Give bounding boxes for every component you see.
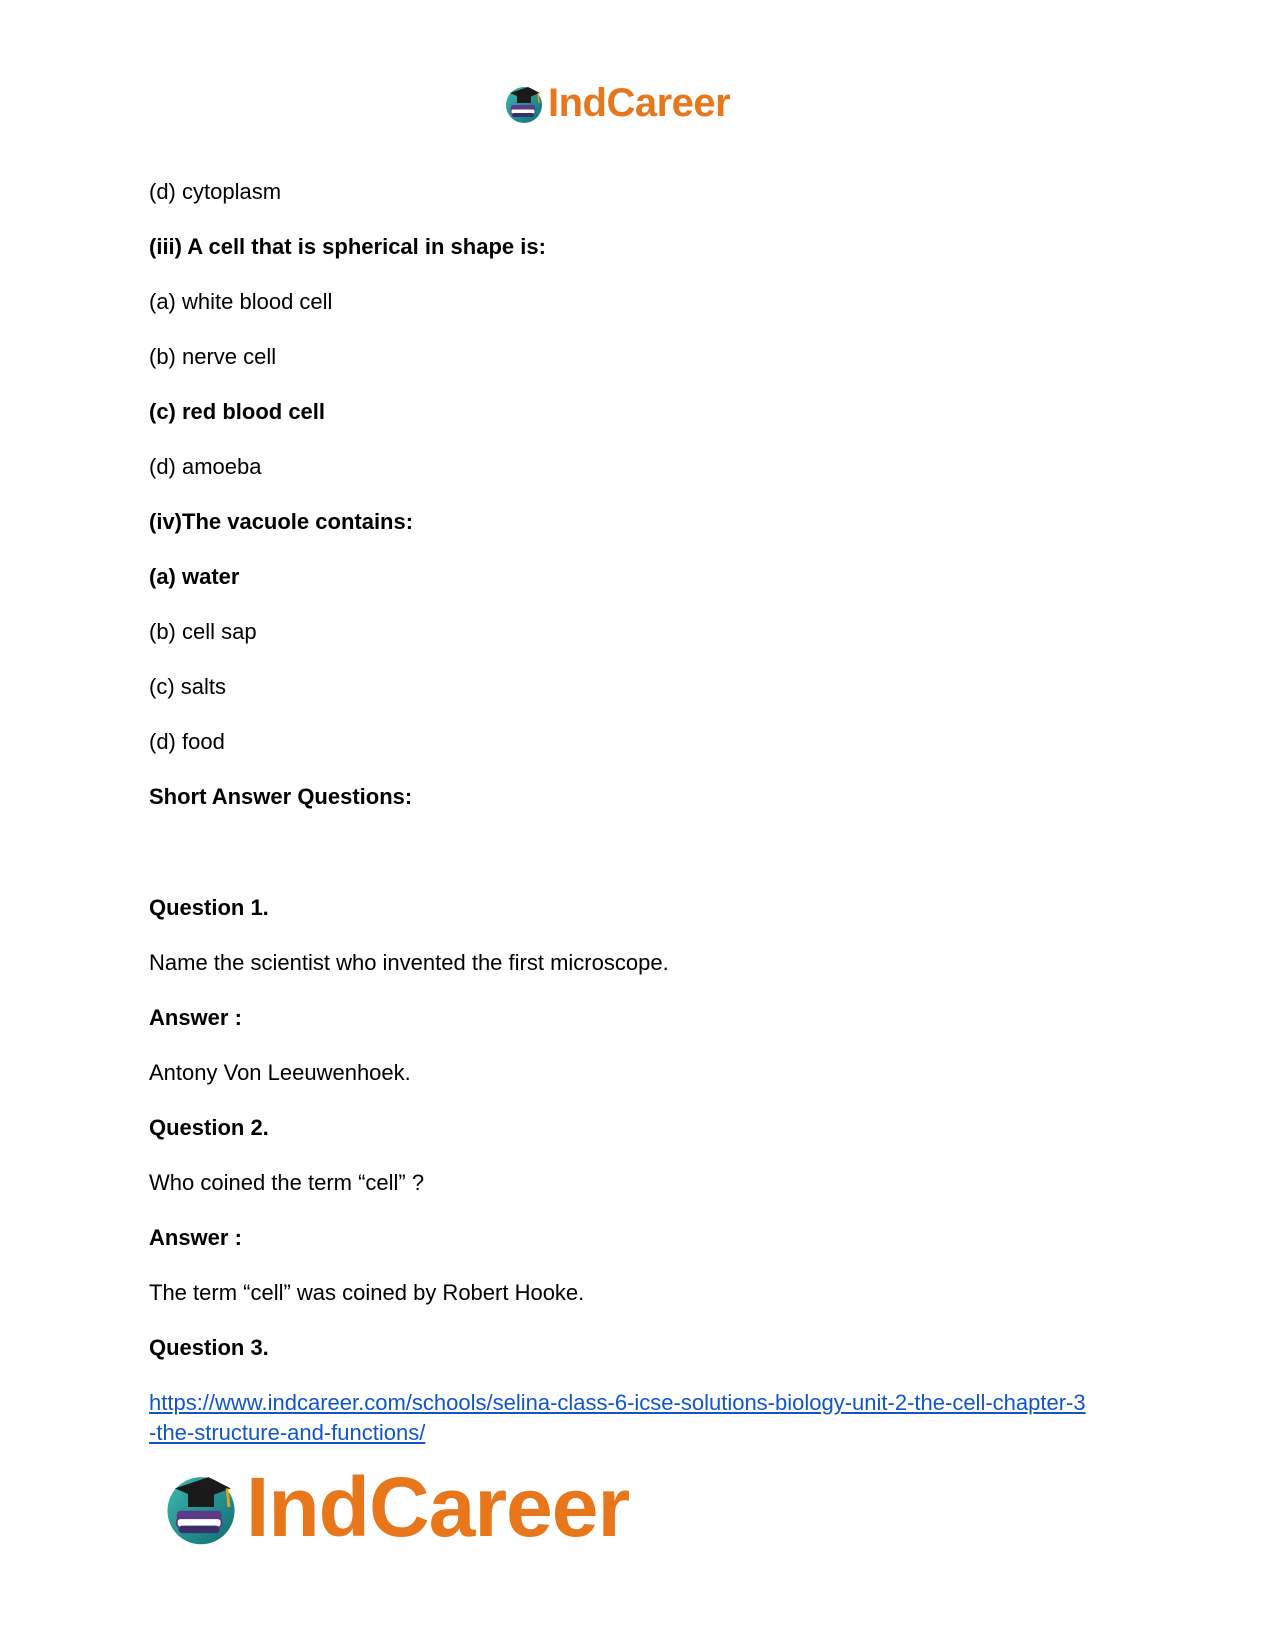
source-url-line-1[interactable]: https://www.indcareer.com/schools/selina-class-6-icse-solutions-biology-unit-2-the-cell-chapter-3 bbox=[149, 1390, 1086, 1415]
bold-text-line: (iii) A cell that is spherical in shape is: bbox=[149, 234, 546, 259]
indcareer-logo-footer bbox=[160, 1460, 630, 1554]
graduation-book-globe-icon bbox=[502, 81, 546, 125]
text-line: Name the scientist who invented the first microscope. bbox=[149, 950, 669, 975]
bold-text-line: (iv)The vacuole contains: bbox=[149, 509, 414, 534]
source-url-line-2[interactable]: -the-structure-and-functions/ bbox=[149, 1420, 426, 1445]
bold-text-line: (c) red blood cell bbox=[149, 399, 326, 424]
bold-text-line: Question 2. bbox=[149, 1115, 269, 1140]
source-url-link[interactable] bbox=[149, 1388, 1129, 1448]
bold-text-line: (a) water bbox=[149, 564, 240, 589]
bold-text-line: Question 3. bbox=[149, 1335, 269, 1360]
text-line: Antony Von Leeuwenhoek. bbox=[149, 1060, 411, 1085]
bold-text-line: Answer : bbox=[149, 1225, 242, 1250]
text-line: (b) cell sap bbox=[149, 619, 257, 644]
text-line: Who coined the term “cell” ? bbox=[149, 1170, 425, 1195]
bold-text-line: Answer : bbox=[149, 1005, 242, 1030]
bold-text-line: Question 1. bbox=[149, 895, 269, 920]
graduation-book-globe-icon bbox=[160, 1466, 242, 1548]
text-line: (d) cytoplasm bbox=[149, 179, 282, 204]
indcareer-logo-header bbox=[502, 80, 730, 126]
bold-text-line: Short Answer Questions: bbox=[149, 784, 413, 809]
logo-wordmark: IndCareer bbox=[548, 81, 731, 125]
text-line: (c) salts bbox=[149, 674, 226, 699]
text-line: The term “cell” was coined by Robert Hooke. bbox=[149, 1280, 585, 1305]
text-line: (d) food bbox=[149, 729, 225, 754]
text-line: (a) white blood cell bbox=[149, 289, 333, 314]
text-line: (d) amoeba bbox=[149, 454, 262, 479]
text-line: (b) nerve cell bbox=[149, 344, 277, 369]
logo-wordmark: IndCareer bbox=[246, 1460, 630, 1554]
